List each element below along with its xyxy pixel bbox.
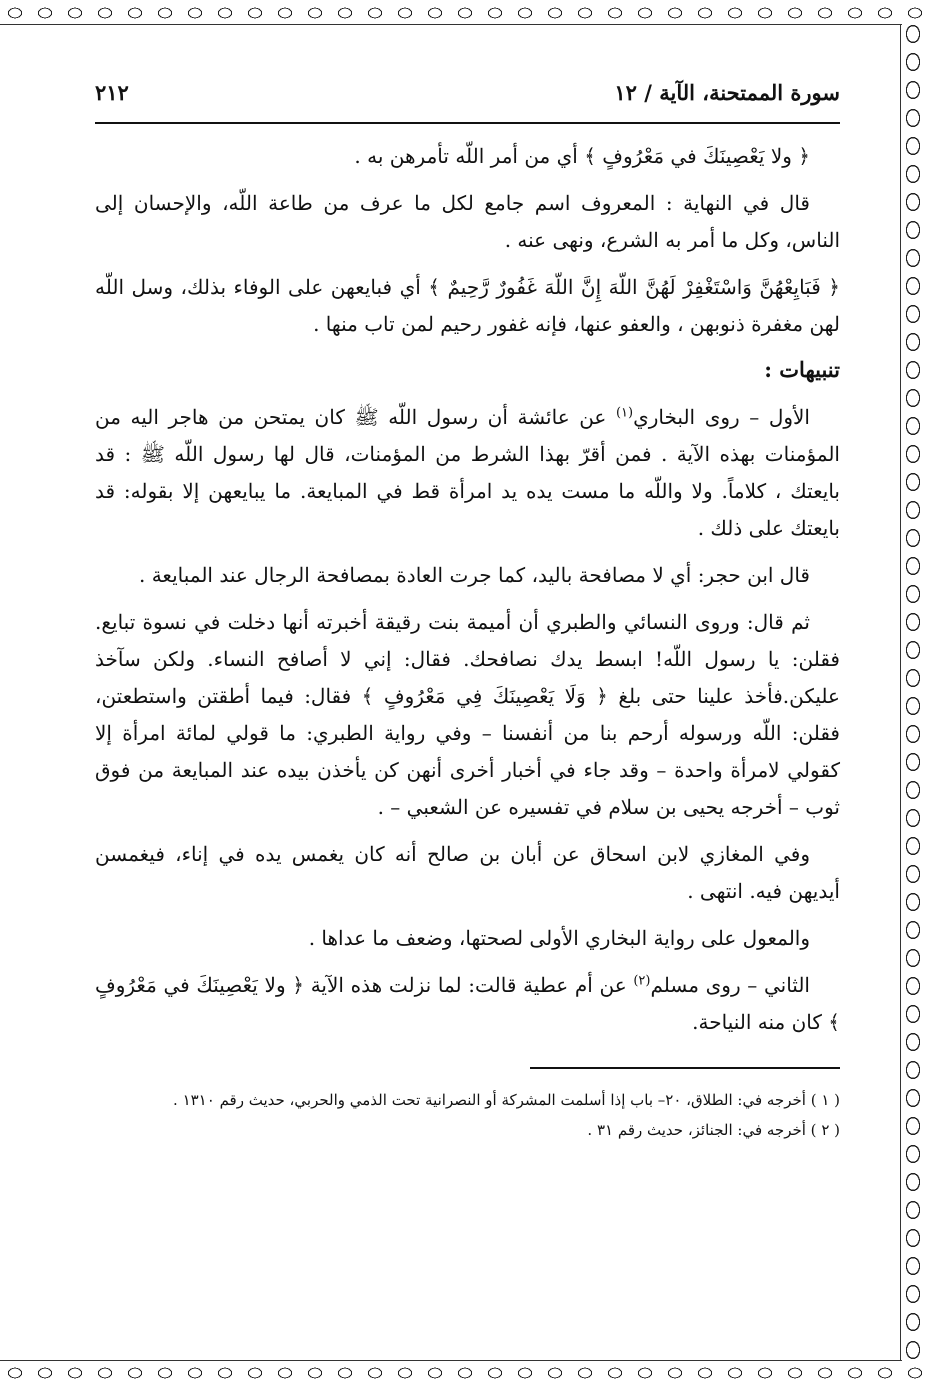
second-note-text: عن أم عطية قالت: لما نزلت هذه الآية ﴿ ولا يَعْصِينَكَ في مَعْرُوفٍ ﴾ كان منه النياحة.: [95, 973, 840, 1034]
paragraph-nasai: ثم قال: وروى النسائي والطبري أن أميمة بنت رقيقة أخبرته أنها دخلت في نسوة تبايع. فقلن: يا رسول اللّه! ابسط يدك نصافحك. فقال: إني لا أصافح النساء. ولكن سآخذ عليكن.فأخذ علينا حتى بلغ ﴿ وَلَا يَعْصِينَكَ فِي مَعْرُوفٍ ﴾ فقال: فيما أطقتن واستطعتن، فقلن: اللّه ورسوله أرحم بنا من أنفسنا – وفي رواية الطبري: ما قولي لمائة امرأة إلا كقولي لامرأة واحدة – وقد جاء في أخبار أخرى أنهن كن يأخذن بيده عند المبايعة من فوق ثوب – أخرجه يحيى بن سلام في تفسيره عن الشعبي – .: [95, 610, 840, 819]
surah-title: سورة الممتحنة، الآية / ١٢: [614, 80, 840, 105]
footnote-divider: [530, 1067, 840, 1069]
section-heading: تنبيهات :: [764, 357, 840, 382]
decorative-border-bottom: [0, 1362, 934, 1384]
page-header: [95, 80, 840, 116]
paragraph-ibn-hajar: قال ابن حجر: أي لا مصافحة باليد، كما جرت العادة بمصافحة الرجال عند المبايعة .: [138, 563, 810, 587]
footnote-ref-2: (٢): [633, 973, 651, 989]
paragraph-nihaya: قال في النهاية : المعروف اسم جامع لكل ما عرف من طاعة اللّه، والإحسان إلى الناس، وكل ما أمر به الشرع، ونهى عنه .: [95, 191, 840, 252]
decorative-border-top: [0, 2, 934, 24]
paragraph-quran-2: ﴿ فَبَايِعْهُنَّ وَاسْتَغْفِرْ لَهُنَّ اللّهَ إِنَّ اللّهَ غَفُورٌ رَّحِيمٌ ﴾ أي فبايعهن على الوفاء بذلك، وسل اللّه لهن مغفرة ذنوبهن ، والعفو عنها، فإنه غفور رحيم لمن تاب منها .: [95, 275, 840, 336]
frame-line-bottom: [0, 1360, 902, 1361]
second-note-lead: الثاني – روى مسلم: [650, 973, 810, 997]
footnote-2: ( ٢ ) أخرجه في: الجنائز، حديث رقم ٣١ .: [587, 1121, 840, 1139]
first-note-lead: الأول – روى البخاري: [633, 405, 810, 429]
paragraph-maghazi: وفي المغازي لابن اسحاق عن أبان بن صالح أنه كان يغمس يده في إناء، فيغمسن أيديهن فيه. انتهى .: [95, 842, 840, 903]
paragraph-quran-1: ﴿ ولا يَعْصِينَكَ في مَعْرُوفٍ ﴾ أي من أمر اللّه تأمرهن به .: [354, 144, 810, 168]
paragraph-conclusion: والمعول على رواية البخاري الأولى لصحتها، وضعف ما عداها .: [308, 926, 810, 950]
footnote-1: ( ١ ) أخرجه في: الطلاق، ٢٠– باب إذا أسلمت المشركة أو النصرانية تحت الذمي والحربي، حديث رقم ١٣١٠ .: [173, 1091, 840, 1109]
page-number: ٢١٢: [95, 80, 129, 105]
footnote-ref-1: (١): [615, 405, 634, 421]
header-divider: [95, 122, 840, 124]
paragraph-second-note: [95, 967, 840, 1041]
first-note-text: عن عائشة أن رسول اللّه ﷺ كان يمتحن من هاجر اليه من المؤمنات بهذه الآية . فمن أقرّ بهذا الشرط من المؤمنات، قال لها رسول اللّه ﷺ : قد بايعتك ، كلاماً. ولا واللّه ما مست يده يد امرأة قط في المبايعة. ما يبايعهن إلا بقوله: قد بايعتك على ذلك .: [95, 405, 840, 540]
decorative-border-right: [902, 20, 924, 1366]
frame-line-top: [0, 24, 902, 25]
frame-line-right: [900, 24, 901, 1361]
page-content: [95, 80, 840, 1147]
paragraph-first-note: [95, 399, 840, 547]
